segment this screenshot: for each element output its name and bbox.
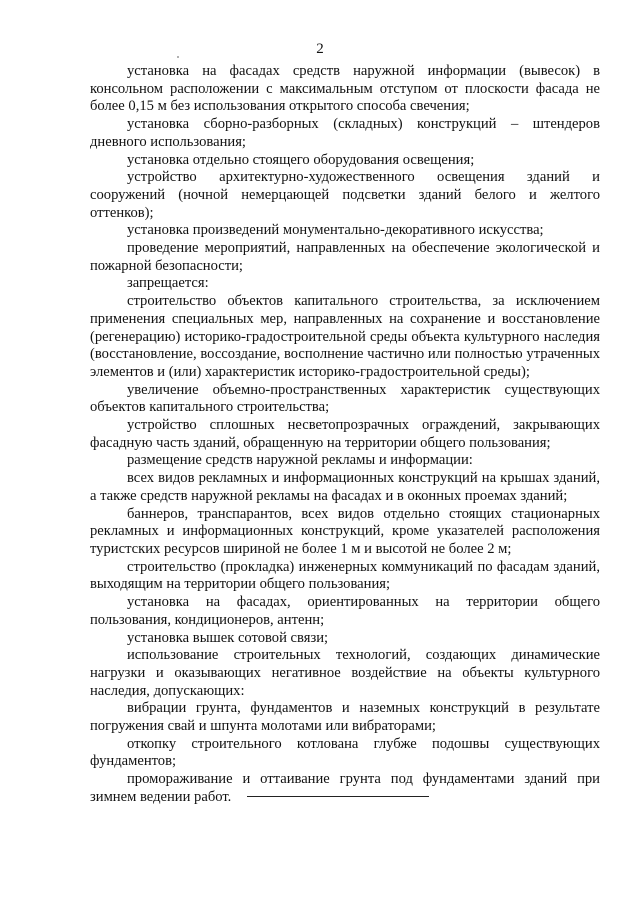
paragraph: установка вышек сотовой связи; — [127, 629, 329, 646]
paragraph: вибрации грунта, фундаментов и наземных конструкций в результате погружения свай и шпунта молотами или вибраторами; — [90, 700, 600, 735]
paragraph: проведение мероприятий, направленных на обеспечение экологической и пожарной безопасности; — [90, 240, 600, 274]
paragraph: установка произведений монументально-декоративного искусства; — [127, 222, 544, 239]
paragraph: размещение средств наружной рекламы и информации: — [127, 452, 473, 469]
paragraph: установка на фасадах средств наружной информации (вывесок) в консольном расположении с максимальным отступом от плоскости фасада не более 0,15 м без использования открытого способа свечения; — [90, 63, 600, 115]
paragraph: откопку строительного котлована глубже подошвы существующих фундаментов; — [90, 735, 600, 770]
paragraph: промораживание и оттаивание грунта под фундаментами зданий при зимнем ведении работ. — [90, 771, 600, 805]
paragraph: установка сборно-разборных (складных) конструкций – штендеров дневного использования; — [90, 116, 600, 150]
paragraph: всех видов рекламных и информационных конструкций на крышах зданий, а также средств наружной рекламы на фасадах и в оконных проемах зданий; — [90, 470, 600, 504]
end-of-document-line — [247, 796, 429, 797]
paragraph: использование строительных технологий, создающих динамические нагрузки и оказывающих негативное воздействие на объекты культурного наследия, допускающих: — [90, 647, 600, 699]
paragraph: устройство архитектурно-художественного освещения зданий и сооружений (ночной немерцающей подсветки зданий белого и желтого оттенков); — [90, 169, 600, 221]
scan-speck — [177, 56, 179, 58]
document-body — [90, 63, 600, 807]
paragraph: установка отдельно стоящего оборудования освещения; — [127, 151, 475, 168]
page-number: 2 — [316, 41, 324, 57]
paragraph: устройство сплошных несветопрозрачных ограждений, закрывающих фасадную часть зданий, обращенную на территории общего пользования; — [90, 417, 600, 451]
paragraph: установка на фасадах, ориентированных на территории общего пользования, кондиционеров, антенн; — [90, 594, 600, 628]
paragraph: запрещается: — [127, 275, 209, 292]
paragraph: строительство (прокладка) инженерных коммуникаций по фасадам зданий, выходящим на территории общего пользования; — [90, 558, 600, 593]
paragraph: строительство объектов капитального строительства, за исключением применения специальных мер, направленных на сохранение и восстановление (регенерацию) историко-градостроительной среды объекта культурного наследия (восстановление, воссоздание, восполнение частично или полностью утраченных элементов и (или) характеристик историко-градостроительной среды); — [90, 293, 600, 380]
paragraph: баннеров, транспарантов, всех видов отдельно стоящих стационарных рекламных и информационных конструкций, кроме указателей расположения туристских ресурсов шириной не более 1 м и высотой не более 2 м; — [90, 505, 600, 557]
paragraph: увеличение объемно-пространственных характеристик существующих объектов капитального строительства; — [90, 381, 600, 416]
